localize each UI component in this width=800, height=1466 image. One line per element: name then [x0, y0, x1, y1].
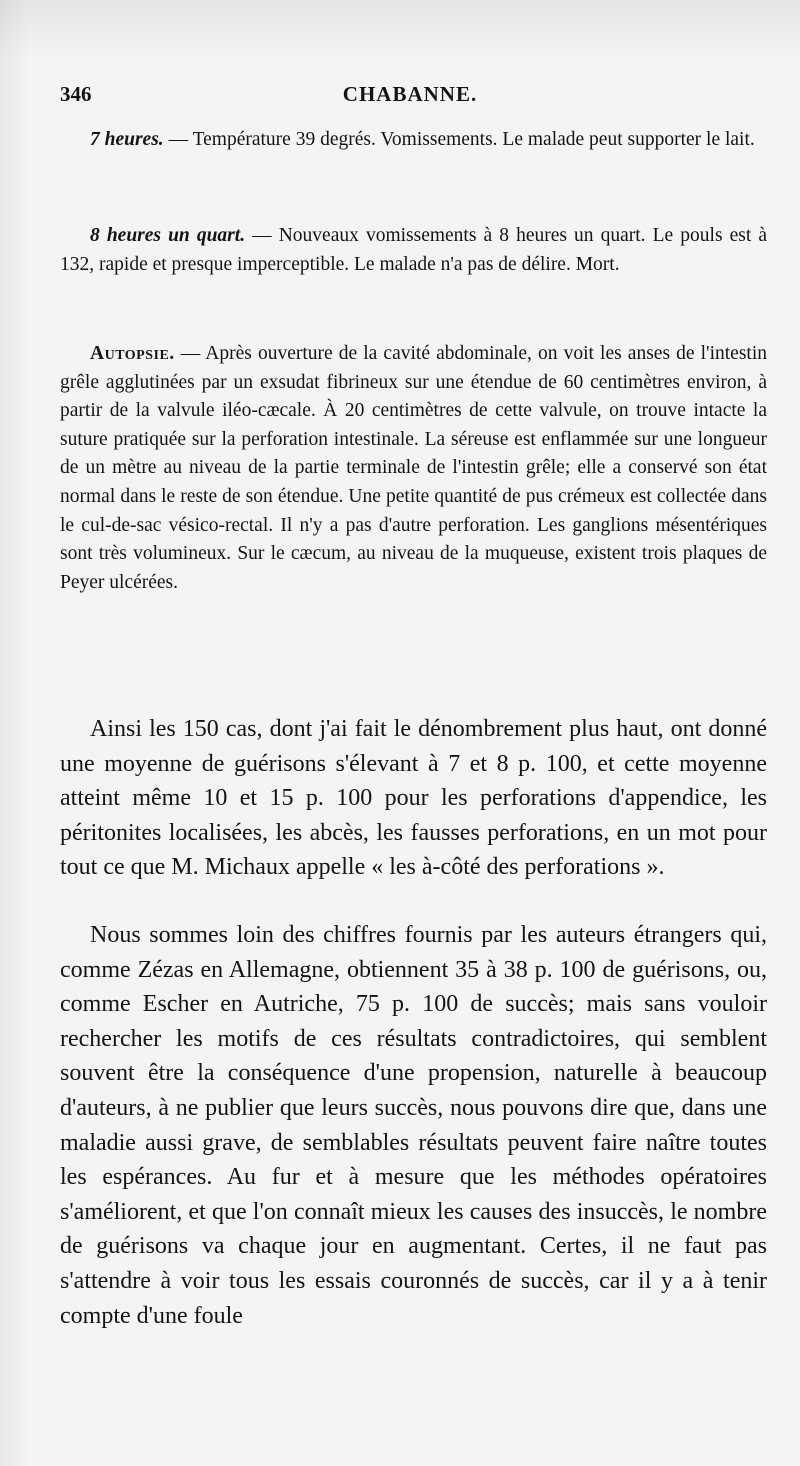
paragraph-text: Ainsi les 150 cas, dont j'ai fait le dénombrement plus haut, ont donné une moyenne de guérisons s'élevant à 7 et 8 p. 100, et cette moyenne atteint même 10 et 15 p. 100 pour les perforations d'appendice, les péritonites localisées, les abcès, les fausses perforations, en un mot pour tout ce que M. Michaux appelle « les à-côté des perforations ».	[60, 716, 767, 881]
page-number: 346	[60, 82, 92, 106]
paragraph-text: Nous sommes loin des chiffres fournis par les auteurs étrangers qui, comme Zézas en Allemagne, obtiennent 35 à 38 p. 100 de guérisons, ou, comme Escher en Autriche, 75 p. 100 de succès; mais sans vouloir rechercher les motifs de ces résultats contradictoires, qui semblent souvent être la conséquence d'une propension, naturelle à beaucoup d'auteurs, à ne publier que leurs succès, nous pouvons dire que, dans une maladie aussi grave, de semblables résultats peuvent faire naître toutes les espérances. Au fur et à mesure que les méthodes opératoires s'améliorent, et que l'on connaît mieux les causes des insuccès, le nombre de guérisons va chaque jour en augmentant. Certes, il ne faut pas s'attendre à voir tous les essais couronnés de succès, car il y a à tenir compte d'une foule	[60, 922, 767, 1329]
autopsy-heading: Autopsie.	[90, 343, 175, 364]
time-heading: 8 heures un quart.	[90, 225, 246, 246]
paragraph-text: — Nouveaux vomissements à 8 heures un quart. Le pouls est à 132, rapide et presque imperceptible. Le malade n'a pas de délire. Mort.	[60, 225, 767, 275]
paragraph-seven-hours	[60, 126, 767, 155]
paragraph-text: — Température 39 degrés. Vomissements. Le malade peut supporter le lait.	[163, 129, 755, 150]
paragraph-eight-quarter	[60, 222, 767, 279]
paragraph-statistics	[60, 712, 767, 885]
running-title: CHABANNE.	[342, 82, 478, 106]
paragraph-comparison	[60, 918, 767, 1333]
time-heading: 7 heures.	[90, 129, 164, 150]
page-header	[60, 82, 760, 112]
paragraph-autopsy	[60, 340, 767, 597]
paragraph-text: — Après ouverture de la cavité abdominale, on voit les anses de l'intestin grêle agglutinées par un exsudat fibrineux sur une étendue de 60 centimètres environ, à partir de la valvule iléo-cæcale. À 20 centimètres de cette valvule, on trouve intacte la suture pratiquée sur la perforation intestinale. La séreuse est enflammée sur une longueur de un mètre au niveau de la partie terminale de l'intestin grêle; elle a conservé son état normal dans le reste de son étendue. Une petite quantité de pus crémeux est collectée dans le cul-de-sac vésico-rectal. Il n'y a pas d'autre perforation. Les ganglions mésentériques sont très volumineux. Sur le cæcum, au niveau de la muqueuse, existent trois plaques de Peyer ulcérées.	[60, 343, 767, 593]
